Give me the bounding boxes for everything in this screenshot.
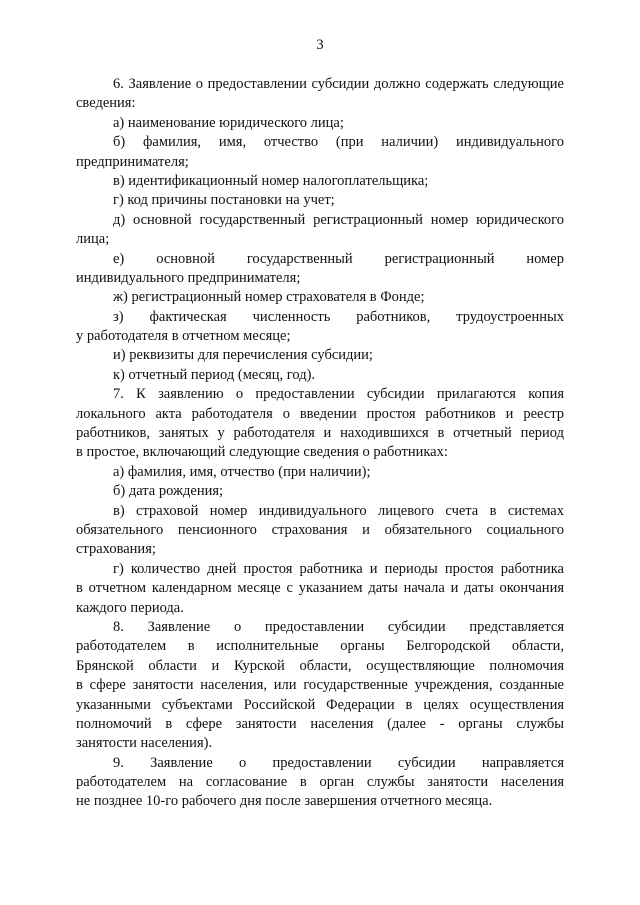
text-line: сведения: <box>76 95 136 112</box>
text-line: локального акта работодателя о введении простоя работников и реестр <box>76 405 564 422</box>
text-line: г) код причины постановки на учет; <box>113 192 335 209</box>
text-line: 8. Заявление о предоставлении субсидии представляется <box>113 618 564 635</box>
page-number: 3 <box>316 37 324 53</box>
text-line: лица; <box>76 231 110 248</box>
text-line: и) реквизиты для перечисления субсидии; <box>113 347 373 364</box>
text-line: ж) регистрационный номер страхователя в Фонде; <box>113 289 425 306</box>
text-line: в простое, включающий следующие сведения о работниках: <box>76 444 448 461</box>
text-line: г) количество дней простоя работника и периоды простоя работника <box>113 560 564 577</box>
text-line: каждого периода. <box>76 599 184 616</box>
text-line: указанными субъектами Российской Федерации в целях осуществления <box>76 696 564 713</box>
text-line: д) основной государственный регистрационный номер юридического <box>113 211 564 228</box>
text-line: а) наименование юридического лица; <box>113 114 344 131</box>
text-line: 6. Заявление о предоставлении субсидии должно содержать следующие <box>113 76 564 92</box>
text-line: к) отчетный период (месяц, год). <box>113 366 316 383</box>
text-line: 9. Заявление о предоставлении субсидии направляется <box>113 754 564 771</box>
text-line: работодателем на согласование в орган службы занятости населения <box>76 774 564 791</box>
text-line: з) фактическая численность работников, трудоустроенных <box>113 308 564 325</box>
text-line: в сфере занятости населения, или государственные учреждения, созданные <box>76 677 564 694</box>
text-line: а) фамилия, имя, отчество (при наличии); <box>113 463 371 480</box>
text-line: занятости населения). <box>76 735 213 752</box>
text-line: индивидуального предпринимателя; <box>76 269 301 286</box>
text-line: 7. К заявлению о предоставлении субсидии прилагаются копия <box>113 386 564 403</box>
text-line: полномочий в сфере занятости населения (далее - органы службы <box>76 715 564 732</box>
text-line: в отчетном календарном месяце с указанием даты начала и даты окончания <box>76 580 564 597</box>
text-line: в) идентификационный номер налогоплательщика; <box>113 172 429 189</box>
text-line: б) дата рождения; <box>113 483 224 500</box>
text-line: в) страховой номер индивидуального лицевого счета в системах <box>113 502 564 519</box>
text-line: обязательного пенсионного страхования и обязательного социального <box>76 521 564 538</box>
text-line: не позднее 10-го рабочего дня после завершения отчетного месяца. <box>76 793 493 810</box>
text-line: б) фамилия, имя, отчество (при наличии) индивидуального <box>113 134 564 151</box>
text-line: предпринимателя; <box>76 153 189 170</box>
document-body <box>76 75 564 812</box>
text-line: работников, занятых у работодателя и находившихся в отчетный период <box>76 425 564 442</box>
text-line: у работодателя в отчетном месяце; <box>76 328 291 345</box>
text-line: е) основной государственный регистрационный номер <box>113 250 564 267</box>
text-line: страхования; <box>76 541 156 558</box>
text-line: Брянской области и Курской области, осуществляющие полномочия <box>76 657 564 674</box>
text-line: работодателем в исполнительные органы Белгородской области, <box>76 638 564 655</box>
